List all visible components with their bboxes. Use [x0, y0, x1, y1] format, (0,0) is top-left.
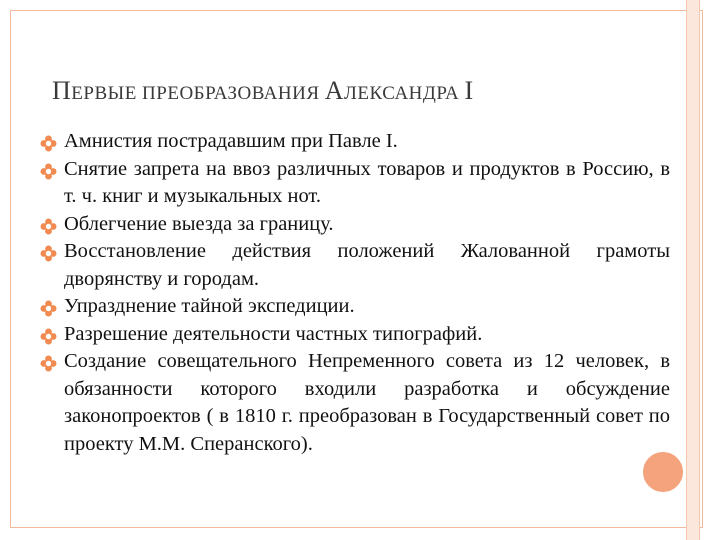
- decorative-circle: [641, 450, 685, 494]
- title-part: А: [324, 76, 345, 105]
- flower-bullet-icon: [40, 161, 57, 178]
- list-item: [40, 348, 670, 458]
- list-item-text: Облегчение выезда за границу.: [64, 212, 334, 235]
- decorative-side-band: [686, 0, 700, 540]
- flower-bullet-icon: [40, 298, 57, 315]
- list-item: [40, 293, 670, 321]
- list-item-text: Амнистия пострадавшим при Павле I.: [64, 130, 398, 152]
- list-item: [40, 211, 670, 239]
- list-item-text: Восстановление действия положений Жалованной грамоты дворянству и городам.: [64, 240, 670, 290]
- flower-bullet-icon: [40, 243, 57, 260]
- bullet-list: [40, 128, 670, 458]
- slide-title: [52, 76, 672, 106]
- list-item-text: Создание совещательного Непременного совета из 12 человек, в обязанности которого входили разработка и обсуждение законопроектов ( в 1810 г. преобразован в Государственный совет по проекту М.М. Сперанского).: [64, 350, 670, 455]
- list-item-text: Разрешение деятельности частных типографий.: [64, 322, 483, 345]
- list-item: [40, 156, 670, 211]
- list-item: [40, 128, 670, 156]
- title-part: ЕРВЫЕ ПРЕОБРАЗОВАНИЯ: [71, 83, 325, 104]
- title-part: П: [52, 76, 72, 105]
- flower-bullet-icon: [40, 353, 57, 370]
- title-part: ЛЕКСАНДРА: [344, 83, 465, 104]
- flower-bullet-icon: [40, 216, 57, 233]
- list-item-text: Снятие запрета на ввоз различных товаров и продуктов в Россию, в т. ч. книг и музыкальных нот.: [64, 157, 670, 207]
- flower-bullet-icon: [40, 133, 57, 150]
- flower-bullet-icon: [40, 326, 57, 343]
- list-item: [40, 321, 670, 349]
- list-item-text: Упразднение тайной экспедиции.: [64, 295, 355, 317]
- list-item: [40, 238, 670, 293]
- title-part: I: [464, 76, 474, 105]
